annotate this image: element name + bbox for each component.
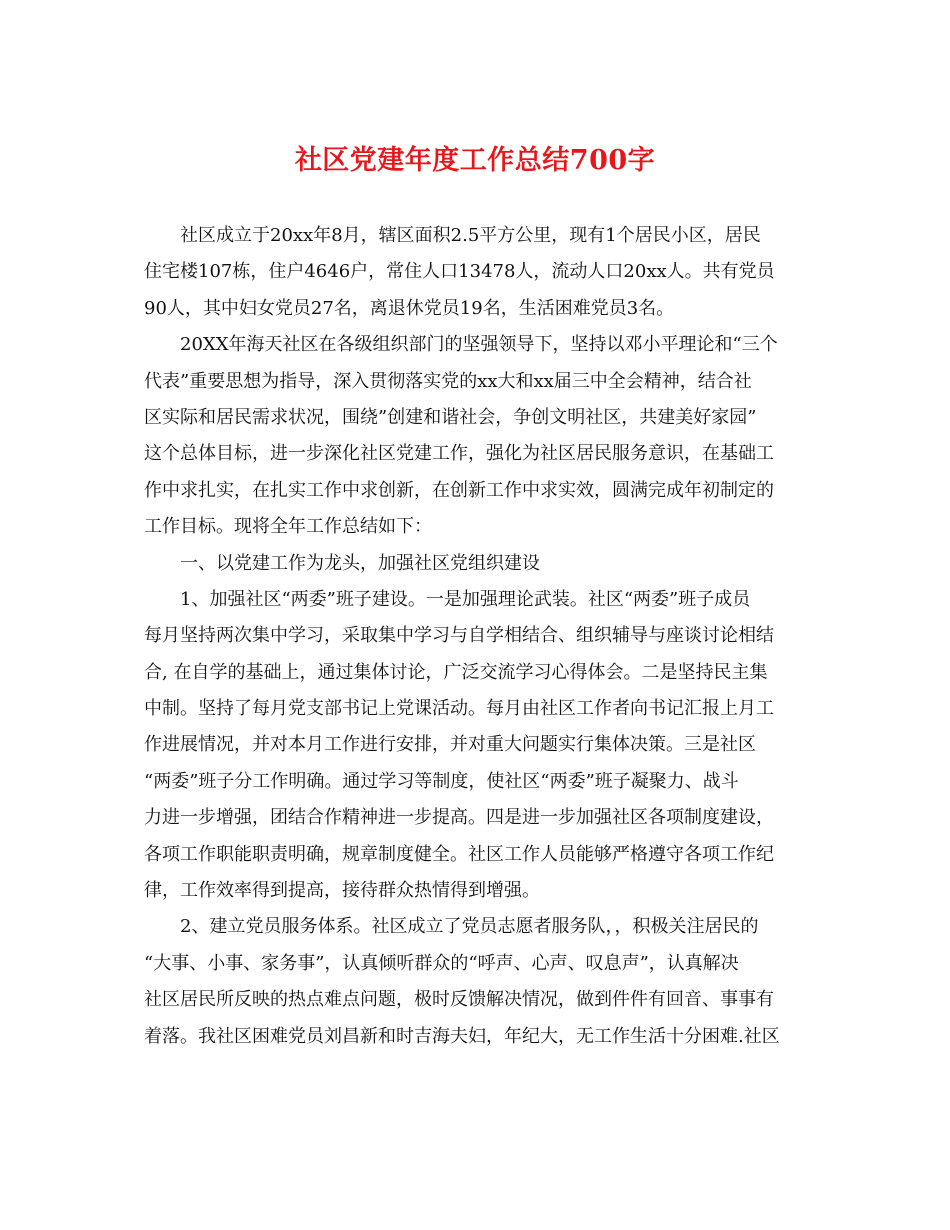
paragraph-line: 2、建立党员服务体系。社区成立了党员志愿者服务队，，积极关注居民的 — [180, 916, 759, 938]
paragraph-line: 90人，其中妇女党员27名，离退休党员19名，生活困难党员3名。 — [144, 297, 675, 319]
paragraph-line: 区实际和居民需求状况，围绕”创建和谐社会，争创文明社区，共建美好家园” — [144, 406, 757, 428]
paragraph-line: 作中求扎实，在扎实工作中求创新，在创新工作中求实效，圆满完成年初制定的 — [144, 479, 774, 501]
document-title: 社区党建年度工作总结700字 — [294, 145, 656, 176]
paragraph-line: 每月坚持两次集中学习，采取集中学习与自学相结合、组织辅导与座谈讨论相结 — [144, 625, 774, 647]
paragraph-line: 20XX年海天社区在各级组织部门的坚强领导下，坚持以邓小平理论和“三个 — [180, 334, 778, 356]
paragraph-line: “大事、小事、家务事”，认真倾听群众的“呼声、心声、叹息声”，认真解决 — [144, 952, 739, 974]
paragraph-line: 力进一步增强，团结合作精神进一步提高。四是进一步加强社区各项制度建设， — [144, 807, 774, 829]
paragraph-line: 代表”重要思想为指导，深入贯彻落实党的xx大和xx届三中全会精神，结合社 — [144, 370, 752, 392]
paragraph-line: 住宅楼107栋，住户4646户，常住人口13478人，流动人口20xx人。共有党员 — [144, 261, 775, 283]
paragraph-line: 律，工作效率得到提高，接待群众热情得到增强。 — [144, 880, 540, 902]
paragraph-line: 各项工作职能职责明确，规章制度健全。社区工作人员能够严格遵守各项工作纪 — [144, 843, 774, 865]
paragraph-line: “两委”班子分工作明确。通过学习等制度，使社区“两委”班子凝聚力、战斗 — [144, 770, 739, 792]
paragraph-line: 着落。我社区困难党员刘昌新和时吉海夫妇，年纪大，无工作生活十分困难.社区 — [144, 1025, 780, 1047]
paragraph-line: 中制。坚持了每月党支部书记上党课活动。每月由社区工作者向书记汇报上月工 — [144, 698, 774, 720]
paragraph-line: 1、加强社区“两委”班子建设。一是加强理论武装。社区“两委”班子成员 — [180, 588, 751, 610]
document-body — [144, 218, 804, 1055]
paragraph-line: 工作目标。现将全年工作总结如下： — [144, 516, 432, 538]
paragraph-line: 社区居民所反映的热点难点问题，极时反馈解决情况，做到件件有回音、事事有 — [144, 989, 774, 1011]
paragraph-line: 合, 在自学的基础上，通过集体讨论，广泛交流学习心得体会。二是坚持民主集 — [144, 661, 768, 683]
section-heading: 一、以党建工作为龙头，加强社区党组织建设 — [180, 552, 540, 574]
paragraph-line: 社区成立于20xx年8月，辖区面积2.5平方公里，现有1个居民小区，居民 — [180, 225, 761, 246]
paragraph-line: 这个总体目标，进一步深化社区党建工作，强化为社区居民服务意识，在基础工 — [144, 443, 774, 465]
paragraph-line: 作进展情况，并对本月工作进行安排，并对重大问题实行集体决策。三是社区 — [144, 734, 756, 756]
